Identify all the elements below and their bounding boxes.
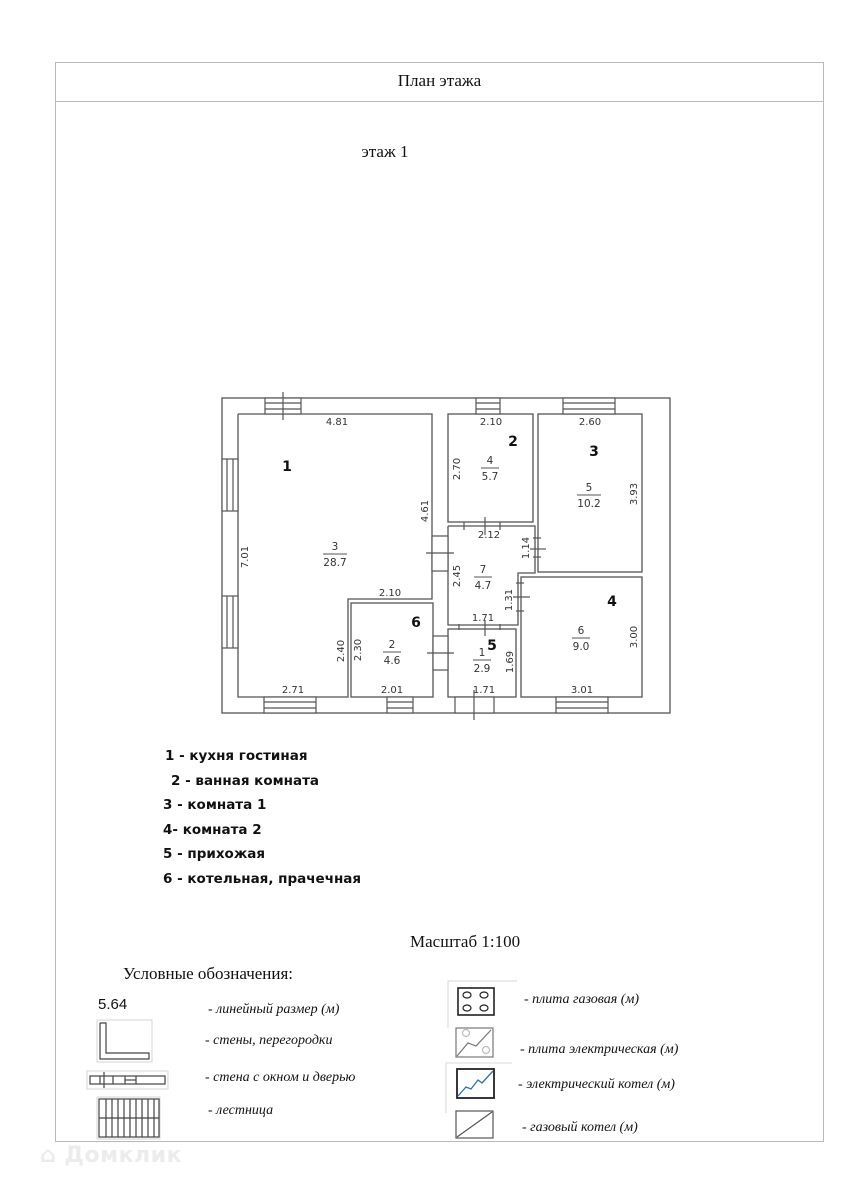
dim-label: 2.60 (578, 417, 602, 428)
room-number: 2 (508, 434, 518, 450)
electric-boiler-icon (446, 1063, 512, 1113)
dim-label: 2.30 (353, 638, 364, 662)
dim-label: 2.45 (452, 564, 463, 588)
svg-text:4: 4 (486, 455, 494, 467)
svg-text:4.7: 4.7 (474, 580, 492, 592)
dim-label: 3.01 (570, 685, 594, 696)
dim-label: 2.10 (378, 588, 402, 599)
dim-label: 2.70 (452, 457, 463, 481)
wall-window-door-icon (87, 1071, 168, 1089)
watermark-text: Домклик (64, 1143, 183, 1168)
gas-boiler-icon (456, 1111, 493, 1138)
dim-label: 1.31 (504, 588, 515, 612)
windows (222, 392, 615, 720)
room-legend-item: 4- комната 2 (163, 821, 262, 838)
room-legend (165, 744, 361, 891)
window-left-2 (222, 596, 238, 648)
symbol-label-gas-boiler: - газовый котел (м) (522, 1120, 638, 1135)
room-4-area (572, 625, 590, 653)
window-bottom-3 (556, 697, 608, 713)
dim-label: 1.69 (505, 650, 516, 674)
dim-label: 1.71 (472, 685, 496, 696)
page-title: План этажа (55, 62, 824, 102)
room-legend-item: 1 - кухня гостиная (165, 748, 308, 764)
floor-label-text: этаж 1 (361, 142, 409, 161)
room-legend-item: 5 - прихожая (163, 846, 266, 862)
dim-label: 4.81 (325, 417, 349, 428)
window-top-3 (563, 398, 615, 414)
dim-label: 7.01 (240, 545, 251, 569)
svg-text:1: 1 (478, 647, 486, 659)
room-2-area (481, 455, 499, 483)
room-legend-item: 6 - котельная, прачечная (163, 870, 362, 887)
symbol-label-gas-stove: - плита газовая (м) (524, 992, 640, 1007)
dim-label: 2.12 (477, 530, 501, 541)
window-top-1 (265, 392, 301, 420)
dim-label: 2.01 (380, 685, 404, 696)
room-1-area (323, 541, 347, 569)
room-4-outline (521, 577, 642, 697)
symbol-label-electric-boiler: - электрический котел (м) (518, 1077, 675, 1092)
symbols-title: Условные обозначения: (123, 964, 294, 983)
window-top-2 (476, 398, 500, 414)
room-3-area (577, 482, 601, 510)
symbol-label-wall: - стены, перегородки (205, 1033, 333, 1048)
door-room1-hall (426, 536, 454, 571)
stairs-icon (97, 1097, 160, 1139)
room-legend-item: 2 - ванная комната (171, 772, 320, 789)
room-number: 4 (607, 594, 617, 610)
window-bottom-1 (264, 697, 316, 713)
dim-label: 3.00 (629, 625, 640, 649)
dimension-icon: 5.64 (98, 996, 128, 1013)
room-number: 1 (282, 459, 292, 475)
svg-text:28.7: 28.7 (323, 557, 347, 569)
svg-text:2.9: 2.9 (473, 663, 491, 675)
room-number: 3 (589, 444, 599, 460)
svg-text:2: 2 (388, 639, 396, 651)
door-room6-hall (427, 636, 454, 670)
electric-stove-icon (456, 1028, 493, 1057)
window-bottom-2 (387, 697, 413, 713)
dim-label: 1.14 (521, 536, 532, 560)
dim-label: 2.71 (281, 685, 305, 696)
svg-text:4.6: 4.6 (383, 655, 401, 667)
dim-label: 1.71 (471, 613, 495, 624)
watermark-logo: ⌂ Домклик (40, 1143, 183, 1168)
window-left-1 (222, 459, 238, 511)
dim-label: 4.61 (420, 499, 431, 523)
svg-text:3: 3 (331, 541, 339, 553)
room-6-area (383, 639, 401, 667)
dim-label: 2.40 (336, 639, 347, 663)
room-number: 5 (487, 638, 497, 654)
room-1-outline (238, 414, 432, 697)
dim-label: 3.93 (629, 482, 640, 506)
wall-icon (97, 1020, 152, 1062)
svg-text:5: 5 (585, 482, 593, 494)
svg-text:7: 7 (479, 564, 487, 576)
room-7-area (474, 564, 492, 592)
dim-label: 2.10 (479, 417, 503, 428)
symbol-label-electric-stove: - плита электрическая (м) (520, 1042, 679, 1057)
symbol-label-dimension: - линейный размер (м) (208, 1002, 340, 1017)
svg-text:5.7: 5.7 (481, 471, 499, 483)
room-legend-item: 3 - комната 1 (163, 797, 267, 813)
symbol-label-wall-window-door: - стена с окном и дверью (205, 1070, 356, 1085)
scale-label: Масштаб 1:100 (410, 932, 521, 951)
room-number: 6 (411, 615, 421, 631)
symbol-label-stairs: - лестница (208, 1103, 274, 1118)
svg-text:9.0: 9.0 (572, 641, 590, 653)
svg-text:10.2: 10.2 (577, 498, 601, 510)
svg-text:6: 6 (577, 625, 585, 637)
gas-stove-icon (448, 981, 517, 1028)
